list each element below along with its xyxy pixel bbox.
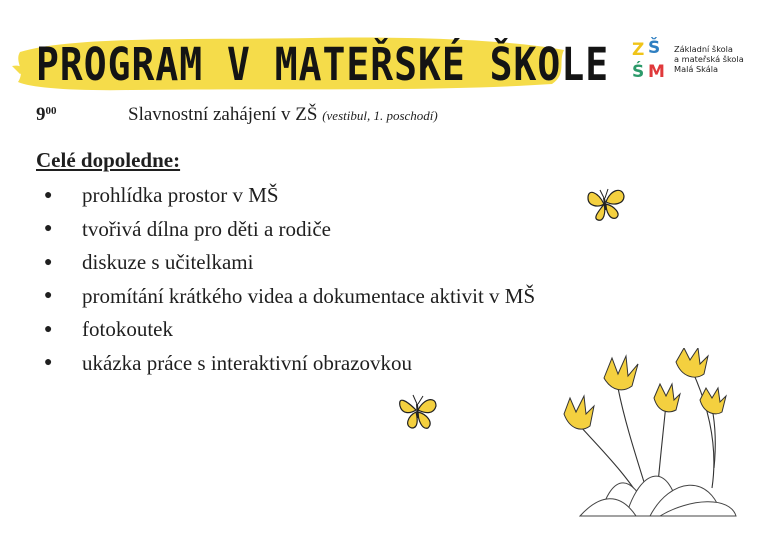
list-item-label: fotokoutek [82, 317, 173, 342]
page-title: PROGRAM V MATEŘSKÉ ŠKOLE [36, 38, 610, 91]
logo-mark [630, 40, 670, 88]
event-name: Slavnostní zahájení v ZŠ [128, 104, 318, 125]
list-item [44, 213, 535, 247]
list-item-label: diskuze s učitelkami [82, 250, 254, 275]
logo-glyph-z: Z [632, 40, 645, 60]
list-item [44, 179, 535, 213]
logo-glyph-s: Š [648, 38, 661, 58]
event-time [36, 104, 57, 126]
schedule-row [36, 104, 636, 134]
time-hour: 9 [36, 104, 46, 125]
butterfly-icon [584, 184, 628, 224]
logo-line-2: a mateřská škola [674, 54, 744, 64]
section-heading: Celé dopoledne: [36, 148, 181, 172]
flower-illustration [540, 348, 740, 523]
activity-list [44, 179, 535, 380]
logo-line-3: Malá Skála [674, 64, 719, 74]
list-item-label: ukázka práce s interaktivní obrazovkou [82, 350, 413, 375]
bullet-icon: ● [44, 254, 53, 270]
bullet-icon: ● [44, 221, 53, 237]
list-item-label: tvořivá dílna pro děti a rodiče [82, 216, 331, 241]
list-item [44, 246, 535, 280]
list-item-label: promítání krátkého videa a dokumentace aktivit v MŠ [82, 283, 536, 308]
bullet-icon: ● [44, 187, 53, 203]
logo-glyph-m: M [648, 62, 665, 82]
butterfly-icon [396, 390, 440, 432]
logo-glyph-s2: Ś [632, 62, 645, 82]
logo-line-1: Základní škola [674, 44, 733, 54]
list-item-label: prohlídka prostor v MŠ [82, 183, 279, 208]
bullet-icon: ● [44, 288, 53, 304]
school-logo [630, 40, 758, 90]
event-location-note: (vestibul, 1. poschodí) [322, 108, 438, 123]
time-minutes: 00 [45, 105, 57, 117]
list-item [44, 313, 535, 347]
event-title [128, 104, 438, 126]
bullet-icon: ● [44, 355, 53, 371]
logo-text [674, 44, 744, 74]
list-item [44, 280, 535, 314]
bullet-icon: ● [44, 321, 53, 337]
list-item [44, 347, 535, 381]
